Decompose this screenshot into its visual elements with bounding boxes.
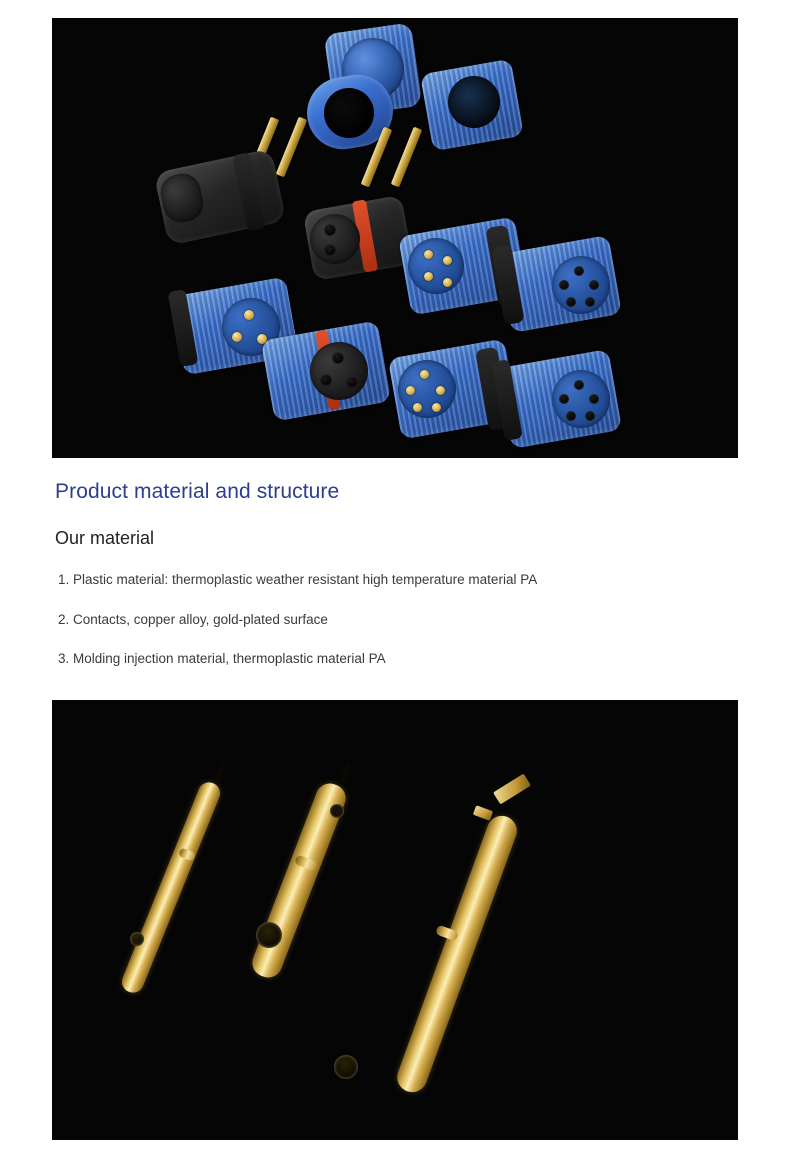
socket-contact-hole (332, 352, 344, 364)
subsection-title: Our material (55, 528, 155, 548)
socket-contact-hole (585, 411, 595, 421)
contact-inspection-hole (330, 804, 344, 818)
socket-contact-hole (559, 280, 569, 290)
gold-contact-lead (276, 117, 308, 178)
contact-crimp-bore (256, 922, 282, 948)
plug-pin (436, 386, 445, 395)
contact-bore (130, 932, 144, 946)
connector-components-photo (52, 18, 738, 458)
socket-contact-hole (574, 380, 584, 390)
socket-contact-hole (324, 224, 336, 236)
contact-tip-slot (214, 762, 226, 782)
socket-contact-hole (566, 297, 576, 307)
plug-pin (432, 403, 441, 412)
material-text-block (52, 480, 742, 690)
gold-contacts-photo (52, 700, 738, 1140)
plug-pin (443, 256, 452, 265)
plug-pin (424, 272, 433, 281)
female-socket-contact (119, 779, 224, 996)
section-title: Product material and structure (55, 480, 340, 503)
socket-contact-hole (324, 244, 336, 256)
socket-contact-hole (585, 297, 595, 307)
material-list-item: 3. Molding injection material, thermoplastic material PA (58, 651, 386, 667)
plug-pin (424, 250, 433, 259)
socket-contact-hole (559, 394, 569, 404)
plug-pin (406, 386, 415, 395)
plug-pin (244, 310, 254, 320)
contact-retention-barb (473, 805, 493, 821)
plug-pin (413, 403, 422, 412)
contact-retention-blade (493, 774, 531, 805)
plug-pin (420, 370, 429, 379)
socket-contact-hole (574, 266, 584, 276)
bottom-photo-stage (52, 700, 738, 1140)
plug-pin (232, 332, 242, 342)
top-photo-stage (52, 18, 738, 458)
socket-contact-hole (589, 280, 599, 290)
material-list-item: 1. Plastic material: thermoplastic weather resistant high temperature material PA (58, 572, 538, 587)
contact-crimp-bore (334, 1055, 358, 1079)
plug-pin (443, 278, 452, 287)
socket-contact-hole (346, 376, 358, 388)
contact-tip-slot (338, 762, 352, 787)
socket-contact-hole (589, 394, 599, 404)
male-pin-contact (393, 812, 521, 1097)
socket-contact-hole (566, 411, 576, 421)
material-list-item: 2. Contacts, copper alloy, gold-plated surface (58, 611, 328, 627)
gold-contact-lead (391, 127, 423, 188)
socket-contact-hole (320, 374, 332, 386)
